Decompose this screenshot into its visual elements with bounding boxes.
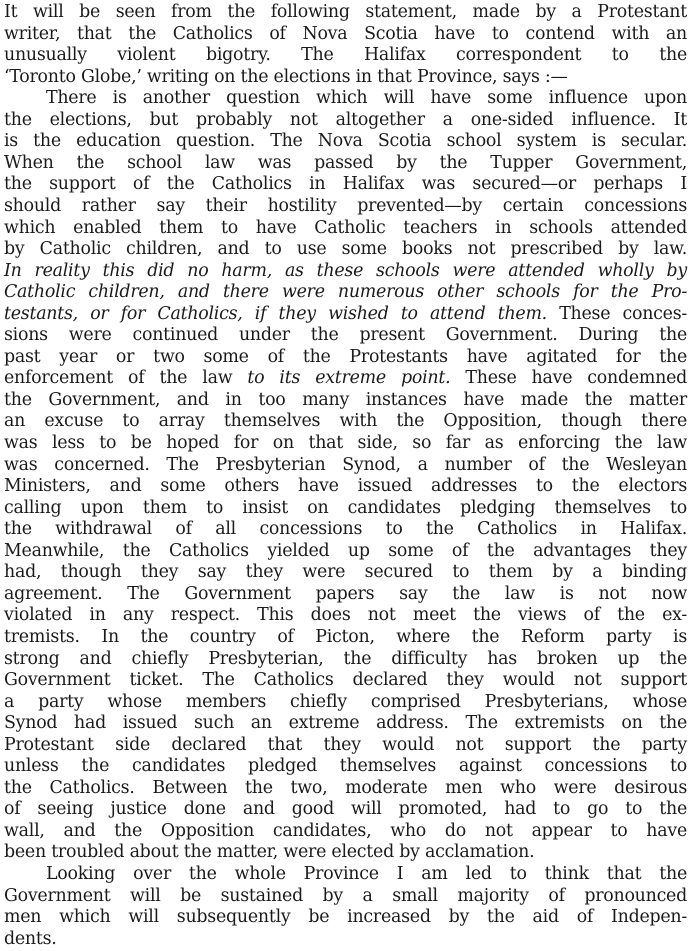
text-span: wall, and the Opposition candidates, who do not appear to have (4, 820, 687, 841)
text-span: the withdrawal of all concessions to the Catholics in Halifax. (4, 519, 687, 540)
text-line (4, 540, 687, 562)
text-span: Protestant side declared that they would not support the party (4, 734, 687, 755)
text-span: an excuse to array themselves with the Opposition, though there (4, 411, 687, 432)
text-span: been troubled about the matter, were elected by acclamation. (4, 842, 535, 863)
text-line (4, 561, 687, 583)
text-span: was less to be hoped for on that side, so far as enforcing the law (4, 433, 687, 453)
text-line (4, 217, 687, 239)
text-span: Meanwhile, the Catholics yielded up some of the advantages they (4, 540, 687, 561)
text-span: writer, that the Catholics of Nova Scotia have to contend with an (4, 23, 687, 44)
text-line (4, 712, 687, 734)
text-span: It will be seen from the following statement, made by a Protestant (4, 2, 687, 22)
text-span: Government will be sustained by a small majority of pronounced (4, 885, 687, 906)
text-line (4, 260, 687, 282)
text-span: the Catholics. Between the two, moderate men who were desirous (4, 777, 687, 798)
text-span: by Catholic children, and to use some books not prescribed by law. (4, 239, 687, 260)
text-line (4, 367, 687, 389)
text-span: violated in any respect. This does not meet the views of the ex- (4, 605, 687, 626)
text-line (4, 454, 687, 476)
text-span: had, though they say they were secured to them by a binding (4, 562, 687, 583)
text-span: Government ticket. The Catholics declared they would not support (4, 670, 687, 691)
text-line (4, 497, 687, 519)
text-span: When the school law was passed by the Tupper Government, (4, 152, 687, 173)
text-line (4, 518, 687, 540)
text-span: unless the candidates pledged themselves against concessions to (4, 756, 687, 777)
text-line (4, 928, 687, 950)
text-span: There is another question which will have some influence upon (46, 88, 687, 109)
text-line (4, 841, 687, 863)
text-span: was concerned. The Presbyterian Synod, a number of the Wesleyan (4, 454, 687, 475)
text-line (46, 87, 687, 109)
text-span: These conces- (546, 303, 687, 324)
text-span: should rather say their hostility prevented—by certain concessions (4, 195, 687, 216)
text-span: unusually violent bigotry. The Halifax correspondent to the (4, 45, 687, 66)
text-span: the elections, but probably not altogether a one-sided influence. It (4, 109, 687, 130)
text-line (4, 777, 687, 799)
text-line (4, 346, 687, 368)
text-line (4, 195, 687, 217)
italic-text-span: Catholic children, and there were numerous other schools for the Pro- (4, 282, 687, 303)
text-span: of seeing justice done and good will promoted, had to go to the (4, 799, 687, 820)
text-line (4, 173, 687, 195)
text-line (4, 798, 687, 820)
text-line (4, 109, 687, 131)
text-span: the support of the Catholics in Halifax was secured—or perhaps I (4, 174, 687, 195)
text-span: which enabled them to have Catholic teachers in schools attended (4, 217, 687, 238)
text-span: tremists. In the country of Picton, where the Reform party is (4, 626, 687, 647)
text-span: strong and chiefly Presbyterian, the difficulty has broken up the (4, 648, 687, 669)
text-span: is the education question. The Nova Scotia school system is secular. (4, 131, 687, 152)
text-line (4, 152, 687, 174)
text-line (4, 130, 687, 152)
text-line (4, 583, 687, 605)
text-line (4, 66, 687, 88)
text-span: Synod had issued such an extreme address. The extremists on the (4, 713, 687, 734)
text-line (4, 885, 687, 907)
text-line (4, 281, 687, 303)
text-line (4, 44, 687, 66)
text-span: Looking over the whole Province I am led to think that the (46, 864, 687, 884)
text-span: sions were continued under the present Government. During the (4, 325, 687, 346)
text-span: calling upon them to insist on candidates pledging themselves to (4, 497, 687, 518)
text-line (4, 389, 687, 411)
text-span: the Government, and in too many instances have made the matter (4, 389, 687, 410)
text-line (4, 755, 687, 777)
text-span: Ministers, and some others have issued addresses to the electors (4, 476, 687, 497)
text-span: dents. (4, 928, 57, 949)
text-line (4, 410, 687, 432)
text-line (4, 669, 687, 691)
text-line (4, 626, 687, 648)
text-line (4, 691, 687, 713)
text-line (4, 604, 687, 626)
text-line (4, 648, 687, 670)
text-line (4, 906, 687, 928)
text-line (4, 303, 687, 325)
text-span: enforcement of the law (4, 368, 248, 389)
text-line (4, 324, 687, 346)
text-span: agreement. The Government papers say the law is not now (4, 583, 687, 604)
italic-text-span: to its extreme point. (247, 368, 451, 389)
text-line (4, 734, 687, 756)
text-line (4, 475, 687, 497)
text-span: men which will subsequently be increased by the aid of Indepen- (4, 907, 687, 928)
italic-text-span: In reality this did no harm, as these schools were attended wholly by (4, 260, 687, 281)
text-line (46, 863, 687, 885)
text-span: a party whose members chiefly comprised Presbyterians, whose (4, 691, 687, 712)
text-line (4, 1, 687, 23)
text-line (4, 238, 687, 260)
text-span: past year or two some of the Protestants have agitated for the (4, 346, 687, 367)
italic-text-span: testants, or for Catholics, if they wished to attend them. (4, 303, 547, 324)
text-span: ‘Toronto Globe,’ writing on the elections in that Province, says :— (4, 66, 568, 87)
text-span: These have condemned (450, 368, 687, 389)
text-line (4, 432, 687, 454)
text-line (4, 23, 687, 45)
text-line (4, 820, 687, 842)
